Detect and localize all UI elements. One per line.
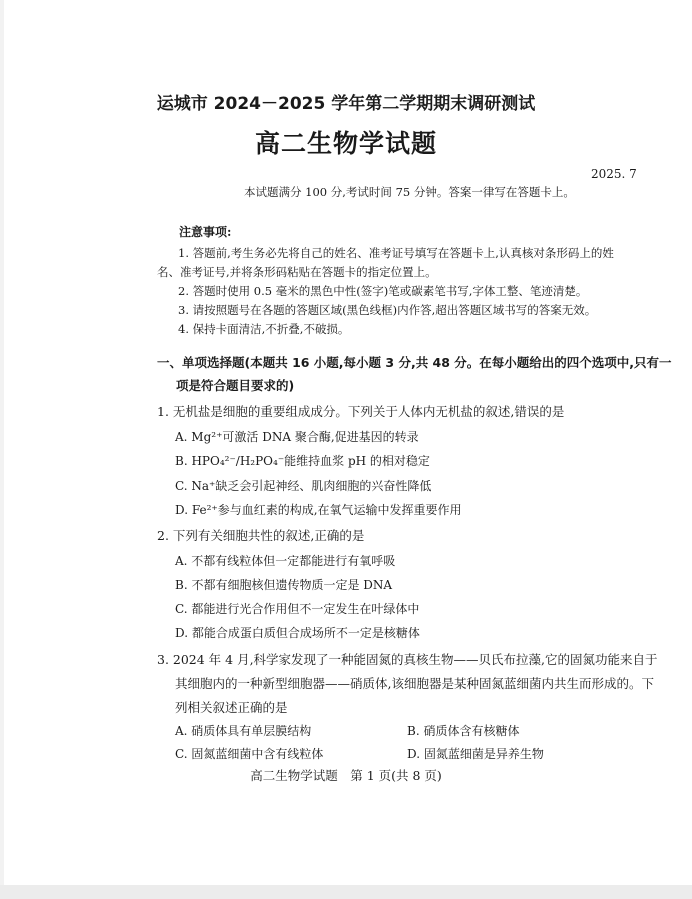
- notice-item-1-cont: 名、准考证号,并将条形码粘贴在答题卡的指定位置上。: [157, 265, 437, 279]
- exam-intro: 本试题满分 100 分,考试时间 75 分钟。答案一律写在答题卡上。: [244, 185, 575, 199]
- notice-item-2: 2. 答题时使用 0.5 毫米的黑色中性(签字)笔或碳素笔书写,字体工整、笔迹清楚。: [178, 284, 588, 298]
- subject-title: 高二生物学试题: [254, 129, 437, 158]
- exam-date: 2025. 7: [591, 167, 637, 181]
- question-3-option-c: C. 固氮蓝细菌中含有线粒体: [175, 747, 324, 761]
- question-2-option-d: D. 都能合成蛋白质但合成场所不一定是核糖体: [175, 626, 420, 640]
- page-bottom-shadow: [0, 885, 692, 899]
- question-3-stem-cont-2: 列相关叙述正确的是: [175, 700, 288, 715]
- question-3-stem: 3. 2024 年 4 月,科学家发现了一种能固氮的真核生物——贝氏布拉藻,它的固氮功能来自于: [157, 652, 658, 667]
- question-3-option-a: A. 硝质体具有单层膜结构: [175, 724, 312, 738]
- question-2-option-c: C. 都能进行光合作用但不一定发生在叶绿体中: [175, 602, 420, 616]
- section-heading-cont: 项是符合题目要求的): [176, 378, 295, 393]
- question-2-option-a: A. 不都有线粒体但一定都能进行有氧呼吸: [175, 554, 396, 568]
- question-2-stem: 2. 下列有关细胞共性的叙述,正确的是: [157, 528, 365, 543]
- question-1-option-b: B. HPO₄²⁻/H₂PO₄⁻能维持血浆 pH 的相对稳定: [175, 454, 430, 468]
- section-heading: 一、单项选择题(本题共 16 小题,每小题 3 分,共 48 分。在每小题给出的四个选项中,只有一: [157, 355, 672, 370]
- notice-item-4: 4. 保持卡面清洁,不折叠,不破损。: [178, 322, 350, 336]
- question-1-option-c: C. Na⁺缺乏会引起神经、肌肉细胞的兴奋性降低: [175, 479, 432, 493]
- question-1-option-d: D. Fe²⁺参与血红素的构成,在氧气运输中发挥重要作用: [175, 503, 462, 517]
- question-1-stem: 1. 无机盐是细胞的重要组成成分。下列关于人体内无机盐的叙述,错误的是: [157, 404, 565, 419]
- notice-item-3: 3. 请按照题号在各题的答题区域(黑色线框)内作答,超出答题区域书写的答案无效。: [178, 303, 597, 317]
- question-3-option-d: D. 固氮蓝细菌是异养生物: [407, 747, 544, 761]
- question-3-option-b: B. 硝质体含有核糖体: [407, 724, 520, 738]
- question-3-stem-cont-1: 其细胞内的一种新型细胞器——硝质体,该细胞器是某种固氮蓝细菌内共生而形成的。下: [175, 676, 654, 691]
- exam-title: 运城市 2024－2025 学年第二学期期末调研测试: [156, 94, 536, 114]
- page-footer: 高二生物学试题 第 1 页(共 8 页): [250, 768, 442, 783]
- notice-item-1: 1. 答题前,考生务必先将自己的姓名、准考证号填写在答题卡上,认真核对条形码上的姓: [178, 246, 614, 260]
- question-1-option-a: A. Mg²⁺可激活 DNA 聚合酶,促进基因的转录: [175, 430, 419, 444]
- notice-title: 注意事项:: [179, 225, 232, 239]
- question-2-option-b: B. 不都有细胞核但遗传物质一定是 DNA: [175, 578, 393, 592]
